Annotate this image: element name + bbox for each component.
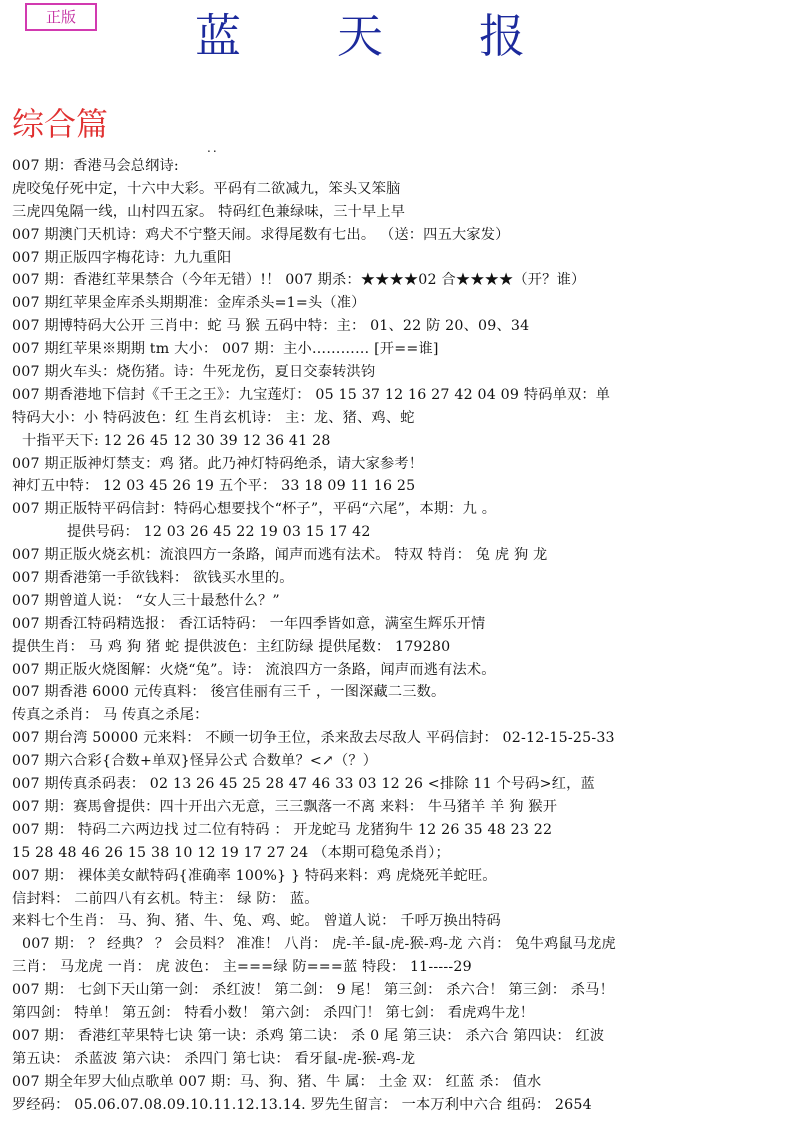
section-title: 综合篇	[12, 105, 109, 143]
text-line: 三虎四兔隔一线，山村四五家。 特码红色兼绿味，三十早上早	[12, 203, 406, 220]
edition-badge: 正版	[25, 3, 97, 31]
masthead-char: 蓝	[195, 9, 241, 63]
text-line: 十指平天下: 12 26 45 12 30 39 12 36 41 28	[22, 432, 331, 449]
text-line: 第五诀： 杀蓝波 第六诀： 杀四门 第七诀： 看牙鼠-虎-猴-鸡-龙	[12, 1050, 416, 1067]
text-line: 007 期正版四字梅花诗：九九重阳	[12, 249, 232, 266]
text-line: 007 期正版特平码信封：特码心想要找个“杯子”，平码“六尾”，本期：九 。	[12, 501, 497, 518]
text-line: 传真之杀肖： 马 传真之杀尾：	[12, 707, 209, 724]
text-line: 神灯五中特： 12 03 45 26 19 五个平： 33 18 09 11 16 25	[12, 478, 416, 495]
text-line: 007 期博特码大公开 三肖中：蛇 马 猴 五码中特：主： 01、22 防 20、09、34	[12, 318, 530, 335]
decorative-dots: ..	[207, 141, 219, 155]
text-line: 007 期香港地下信封《千王之王》：九宝莲灯： 05 15 37 12 16 27 42 04 09 特码单双：单	[12, 386, 611, 403]
text-line: 007 期传真杀码表： 02 13 26 45 25 28 47 46 33 03 12 26 <排除 11 个号码>红，蓝	[12, 776, 595, 793]
text-line: 15 28 48 46 26 15 38 10 12 19 17 27 24 （本期可稳兔杀肖）；	[12, 844, 450, 861]
text-line: 来料七个生肖： 马、狗、猪、牛、兔、鸡、蛇。 曾道人说： 千呼万换出特码	[12, 913, 501, 930]
text-line: 007 期红苹果金库杀头期期准：金库杀头=1=头（准）	[12, 295, 366, 312]
article-body	[12, 155, 788, 1116]
text-line: 007 期香港 6000 元传真料： 後宫佳丽有三千 ，一图深藏二三数。	[12, 684, 446, 701]
text-line: 007 期六合彩{合数+单双}怪异公式 合数单？<↗（？）	[12, 753, 378, 770]
text-line: 罗经码： 05.06.07.08.09.10.11.12.13.14. 罗先生留言： 一本万利中六合 组码： 2654	[12, 1096, 592, 1113]
text-line: 007 期： 七剑下天山第一剑： 杀红波！ 第二剑： 9 尾！ 第三剑： 杀六合！ 第三剑： 杀马！	[12, 982, 614, 999]
text-line: 提供号码： 12 03 26 45 22 19 03 15 17 42	[67, 524, 371, 541]
text-line: 007 期香港第一手欲钱料： 欲钱买水里的。	[12, 570, 294, 587]
text-line: 007 期澳门天机诗：鸡犬不宁整天闹。求得尾数有七出。 （送：四五大家发）	[12, 226, 510, 243]
text-line: 提供生肖： 马 鸡 狗 猪 蛇 提供波色：主红防绿 提供尾数： 179280	[12, 638, 451, 655]
text-line: 007 期曾道人说： “女人三十最愁什么？”	[12, 592, 280, 609]
text-line: 三肖： 马龙虎 一肖： 虎 波色： 主===绿 防===蓝 特段： 11-----29	[12, 959, 472, 976]
text-line: 007 期： 特码二六两边找 过二位有特码 ： 开龙蛇马 龙猪狗牛 12 26 35 48 23 22	[12, 821, 553, 838]
text-line: 007 期正版神灯禁支：鸡 猪。此乃神灯特码绝杀，请大家参考！	[12, 455, 424, 472]
text-line: 007 期： 香港红苹果特七诀 第一诀：杀鸡 第二诀： 杀 0 尾 第三诀： 杀六合 第四诀： 红波	[12, 1027, 605, 1044]
text-line: 信封料： 二前四八有玄机。特主： 绿 防： 蓝。	[12, 890, 319, 907]
text-line: 007 期火车头：烧伤猪。诗：牛死龙伤，夏日交泰转洪钧	[12, 364, 376, 381]
text-line: 007 期： ？ 经典？ ？ 会员料？ 准准！ 八肖： 虎-羊-鼠-虎-猴-鸡-龙 六肖： 兔牛鸡鼠马龙虎	[22, 936, 616, 953]
masthead-char: 天	[337, 9, 383, 63]
text-line: 007 期：香港马会总纲诗:	[12, 158, 179, 174]
text-line: 第四剑： 特单！ 第五剑： 特看小数！ 第六剑： 杀四门！ 第七剑： 看虎鸡牛龙！	[12, 1004, 535, 1021]
text-line: 007 期正版火烧图解：火烧“兔”。诗： 流浪四方一条路，闻声而逃有法术。	[12, 661, 496, 678]
masthead-char: 报	[479, 9, 525, 63]
text-line: 007 期全年罗大仙点歌单 007 期：马、狗、猪、牛 属： 土金 双： 红蓝 杀： 值水	[12, 1073, 542, 1090]
text-line: 007 期： 裸体美女献特码{准确率 100%} } 特码来料：鸡 虎烧死羊蛇旺。	[12, 867, 497, 884]
text-line: 007 期红苹果※期期 tm 大小： 007 期：主小………… [开==谁]	[12, 341, 439, 358]
text-line: 007 期台湾 50000 元来料： 不顾一切争王位，杀来敌去尽敌人 平码信封： 02-12-15-25-33	[12, 730, 615, 747]
text-line: 007 期：香港红苹果禁合（今年无错）!！ 007 期杀：★★★★02 合★★★★（开？谁）	[12, 272, 586, 289]
text-line: 特码大小：小 特码波色：红 生肖玄机诗： 主：龙、猪、鸡、蛇	[12, 409, 415, 426]
text-line: 007 期：赛馬會提供：四十开出六无意，三三飘落一不离 来料： 牛马猪羊 羊 狗 猴开	[12, 798, 558, 815]
text-line: 虎咬兔仔死中定，十六中大彩。平码有二欲减九，笨头又笨脑	[12, 180, 401, 197]
text-line: 007 期香江特码精选报： 香江话特码： 一年四季皆如意，满室生辉乐开情	[12, 615, 486, 632]
masthead-title	[195, 6, 525, 66]
text-line: 007 期正版火烧玄机：流浪四方一条路，闻声而逃有法术。 特双 特肖： 兔 虎 狗 龙	[12, 547, 548, 564]
